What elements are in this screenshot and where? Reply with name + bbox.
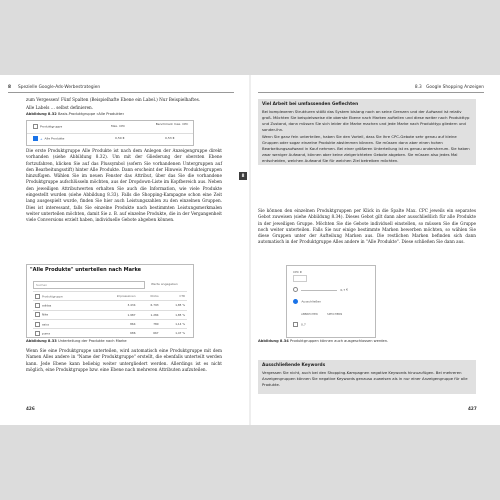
table-row: puma 686 667 1,47 %	[33, 329, 187, 338]
cpc-label: CPC €	[293, 270, 302, 274]
chapter-thumb-tab: 8	[239, 172, 247, 180]
info-box-negative-keywords: Ausschließende Keywords Vergessen Sie nicht, auch bei den Shopping-Kampagnen negative Keywords hinzuzufügen. Bei mehreren Anzeigengruppen können Sie negative Keywords genauso zuweisen als in nur einer Anzeigengruppe für alle Produkte.	[258, 360, 476, 394]
checkbox-icon[interactable]	[35, 312, 40, 317]
checkbox-icon[interactable]	[293, 322, 298, 327]
save-button[interactable]: SPEICHERN	[327, 312, 343, 316]
row-benchmark-value: 0,53 €	[165, 136, 175, 140]
column-product-group: Produktgruppe	[40, 124, 63, 129]
figure-caption-832: Abbildung 8.32 Basis-Produktgruppe »Alle Produkte«	[26, 112, 125, 116]
info-box-complex-structures: Viel Arbeit bei umfassenden Geflechten Bei komplexeren Strukturen stößt das System bislang noch an seine Grenzen und der Aufwand ist relativ groß. Möchten Sie beispielsweise die oberste Ebene nach Marken aufteilen und diese weiter nach Produkttyp und Zustand, dann müssen Sie sich leider die Marke machen und jede Marke nach Produkttyp gliedern und sonder-ihn. Wenn Sie ganz fein unterteilen, haben Sie den Vorteil, dass Sie Ihre CPC-Gebote sehr genau auf kleine Gruppen oder sogar einzelne Produkte abstimmen können. Sie müssen dann aber einen hohen Bearbeitungsaufwand in Kauf nehmen. Bei einer größeren Unterteilung ist es genau andersherum. Sie haben zwar weniger Aufwand, können aber keine zielgerichteten Gebote abgeben. Sie müssen also jedes Mal entscheiden, welchen Aufwand Sie für welchen Ziel betreiben möchten.	[258, 99, 476, 165]
intro-line: zum Vergessen! Fünf Spalten (Beispielhafte Ebene ein Label.) Nur Beispielhaftes.	[26, 97, 201, 102]
section-number: 8.3	[414, 85, 422, 90]
checkbox-icon[interactable]	[35, 294, 40, 299]
page-number-right: 427	[468, 406, 477, 411]
checkbox-icon[interactable]	[35, 322, 40, 327]
brand-table	[33, 291, 187, 337]
checkbox-icon[interactable]	[35, 303, 40, 308]
figure-subdivide-by-brand	[26, 264, 194, 338]
info-box-title: Viel Arbeit bei umfassenden Geflechten	[262, 102, 359, 107]
cancel-button[interactable]: ABBRECHEN	[301, 312, 318, 316]
column-max-cpc: Max. CPC	[111, 124, 126, 128]
row-cpc-value[interactable]: 0,50 €	[115, 136, 125, 140]
search-input[interactable]: Suchen	[33, 281, 145, 289]
figure-caption-834: Abbildung 8.34 Produktgruppen können auch ausgeschlossen werden.	[258, 339, 389, 343]
row-all-products[interactable]: Alle Produkte	[44, 136, 65, 141]
figure-exclude-product-groups	[286, 265, 376, 338]
chapter-number: 8	[8, 85, 11, 90]
right-page-header	[258, 83, 484, 93]
checkbox-icon[interactable]	[35, 331, 40, 336]
chapter-title: Spezielle Google-Ads-Werbestrategien	[18, 85, 101, 90]
table-header-row: Produktgruppe Impressionen Klicks CTR	[33, 292, 187, 301]
exclude-option[interactable]: Ausschließen	[301, 299, 322, 304]
figure-base-product-group	[26, 120, 194, 146]
main-paragraph	[26, 148, 222, 226]
checkbox-checked-icon[interactable]	[33, 136, 38, 141]
radio-button[interactable]	[293, 287, 298, 292]
radio-button-selected[interactable]	[293, 299, 298, 304]
book-spread	[0, 75, 500, 425]
table-row: Nike 1.987 1.284 1,85 %	[33, 310, 187, 319]
page-number-left: 426	[26, 406, 35, 411]
intro-line-2: Alle Labels … selbst definieren.	[26, 105, 94, 111]
plus-icon[interactable]: +	[40, 136, 43, 141]
bid-value: 0,7	[340, 287, 346, 292]
left-page-header	[8, 83, 234, 93]
currency-unit: €	[346, 287, 348, 292]
figure-caption-833: Abbildung 8.33 Unterteilung der Produkte nach Marke	[26, 339, 127, 343]
table-row: asics 864 780 1,14 %	[33, 319, 187, 328]
info-box-title: Ausschließende Keywords	[262, 363, 326, 368]
section-title: Google Shopping Anzeigen	[426, 85, 484, 90]
right-paragraph: Sie können den einzelnen Produktgruppen per Klick in die Spalte Max. CPC jeweils ein separates Gebot zuweisen (siehe Abbildung 8.34). Dieses Gebot gilt dann aber ausschließlich für alle Produkte in der jeweiligen Gruppe. Möchten Sie die Gebote individuell einstellen, so müssen Sie die Gruppe noch weiter unterteilen. Falls Sie nur einige bestimmte Marken bewerben möchten, so wählen Sie diese Gruppen unter der Aufteilung Marken aus. Die restlichen Marken befinden sich dann automatisch in der Produktgruppe Alles andere in "Alle Produkte". Diese schließen Sie dann aus.	[258, 208, 476, 245]
column-benchmark: Benchmark max. CPC	[155, 122, 189, 126]
figure-title: "Alle Produkte" unterteilen nach Marke	[30, 267, 142, 273]
right-page	[250, 75, 500, 425]
checkbox-icon[interactable]	[33, 124, 38, 129]
left-page	[0, 75, 250, 425]
dropdown-box[interactable]	[293, 275, 307, 282]
final-paragraph: Wenn Sie eine Produktgruppe unterteilen, wird automatisch eine Produktgruppe mit dem Namen Alles andere in "Name der Produktgruppe" erstellt, die ebenfalls unterteilt werden kann. Jede Ebene kann beliebig weiter untergliedert werden. Allerdings ist es nicht möglich, eine Produktgruppe bzw. eine Ebene nach mehreren Attributen aufzuteilen.	[26, 348, 222, 372]
values-link[interactable]: Werte angegeben	[151, 282, 178, 286]
bid-value-two: 0,7	[300, 322, 306, 327]
table-row: adidas 3.434 6.793 1,85 %	[33, 301, 187, 310]
paragraph-1: Die erste Produktgruppe Alle Produkte ist nach dem Anlegen der Anzeigengruppe direkt vorhanden (siehe Abbildung 8.32). Um mit der Gliederung der obersten Ebene fortzufahren, klicken Sie auf das Plussymbol (sofern Sie vorhandenen Untergruppen auf den Bearbeitungsstift) hinter Alle Produkte. Dann erscheint der Hinweis Produkteigruppen hinzufügen. Wählen Sie im neuen Fenster das Attribut, über das Sie die vorhandene Produktgruppe aufschlüsseln möchten, aus der Dropdown-Liste im Kopfbereich aus. Neben den jeweiligen Attributwerten erhalten Sie auch die Information, wie viele Produkte eingestellt wurden (siehe Abbildung 8.33). Falls die Shopping-Kampagne schon eine Zeit lang ausgespielt wurde, finden Sie hier auch Leistungszahlen zu den einzelnen Gruppen. Dies ist interessant, falls Sie einzelne Produkte nach bestimmten Leistungsmerkmalen weiter unterteilen möchten, damit Sie z. B. auf einzelne Produkte, die in der Vergangenheit viele Conversions erzielt haben, individuelle Gebote abgeben können.	[26, 148, 222, 223]
